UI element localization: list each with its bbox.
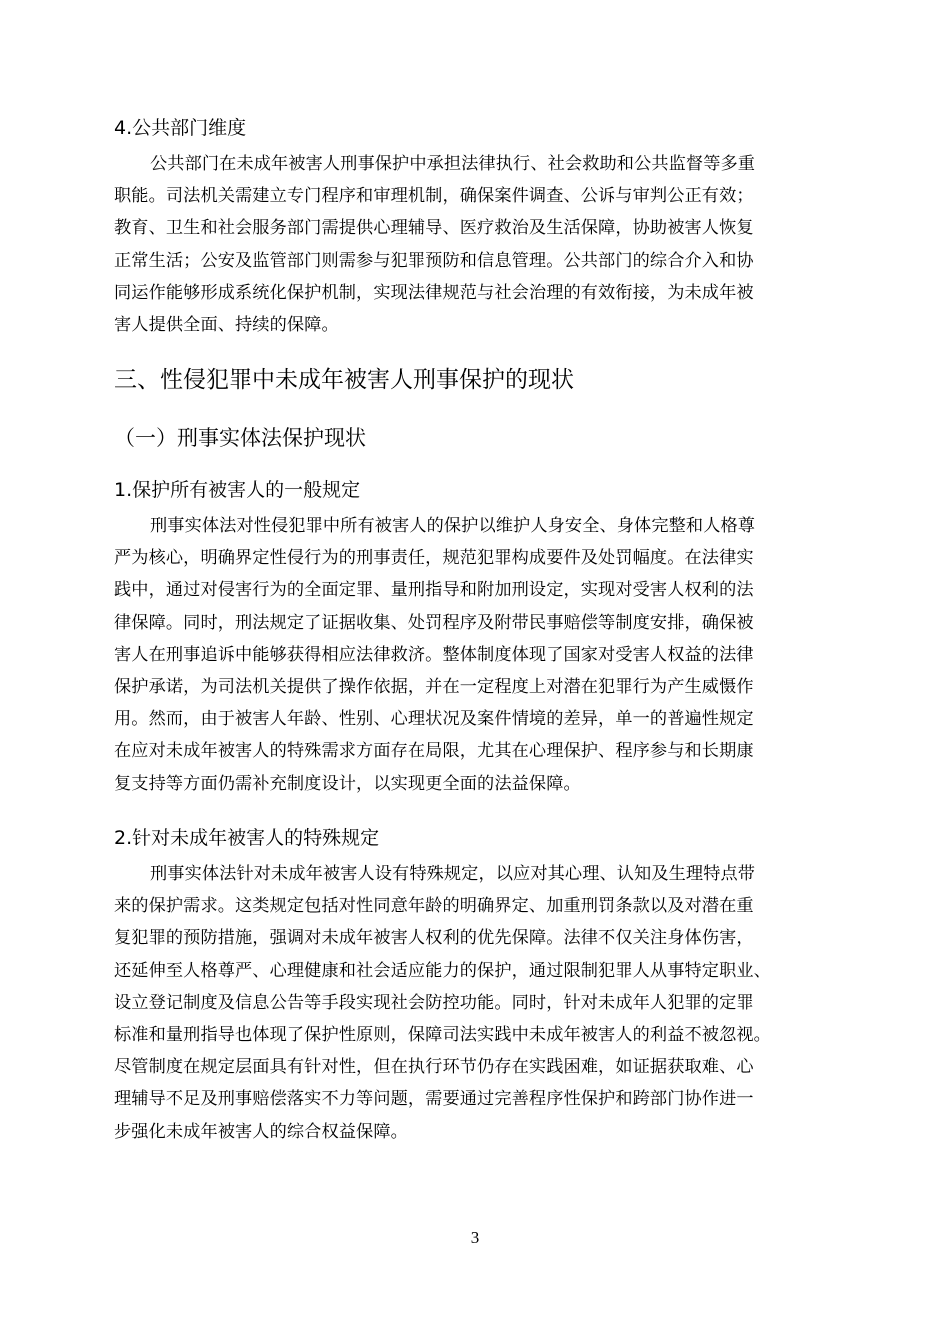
heading-special-provisions: 2.针对未成年被害人的特殊规定 [114, 827, 380, 849]
paragraph-line: 同运作能够形成系统化保护机制，实现法律规范与社会治理的有效衔接，为未成年被 [114, 282, 754, 303]
paragraph-public-sector [114, 148, 836, 341]
paragraph-line: 律保障。同时，刑法规定了证据收集、处罚程序及附带民事赔偿等制度安排，确保被 [114, 612, 754, 633]
paragraph-general-provisions [114, 510, 836, 800]
paragraph-line: 复犯罪的预防措施，强调对未成年被害人权利的优先保障。法律不仅关注身体伤害， [114, 928, 754, 949]
paragraph-line: 还延伸至人格尊严、心理健康和社会适应能力的保护，通过限制犯罪人从事特定职业、 [114, 960, 771, 981]
paragraph-line: 用。然而，由于被害人年龄、性别、心理状况及案件情境的差异，单一的普遍性规定 [114, 709, 754, 730]
paragraph-line: 步强化未成年被害人的综合权益保障。 [114, 1121, 408, 1142]
paragraph-line: 尽管制度在规定层面具有针对性，但在执行环节仍存在实践困难，如证据获取难、心 [114, 1057, 754, 1078]
heading-public-sector: 4.公共部门维度 [114, 117, 247, 139]
paragraph-line: 害人提供全面、持续的保障。 [114, 314, 339, 335]
paragraph-line: 公共部门在未成年被害人刑事保护中承担法律执行、社会救助和公共监督等多重 [150, 154, 756, 174]
paragraph-line: 教育、卫生和社会服务部门需提供心理辅导、医疗救治及生活保障，协助被害人恢复 [114, 218, 754, 239]
paragraph-line: 标准和量刑指导也体现了保护性原则，保障司法实践中未成年被害人的利益不被忽视。 [114, 1024, 771, 1045]
paragraph-line: 刑事实体法对性侵犯罪中所有被害人的保护以维护人身安全、身体完整和人格尊 [150, 516, 756, 536]
paragraph-line: 职能。司法机关需建立专门程序和审理机制，确保案件调查、公诉与审判公正有效； [114, 186, 754, 207]
heading-section-three: 三、性侵犯罪中未成年被害人刑事保护的现状 [114, 367, 574, 393]
paragraph-line: 践中，通过对侵害行为的全面定罪、量刑指导和附加刑设定，实现对受害人权利的法 [114, 580, 754, 601]
paragraph-line: 害人在刑事追诉中能够获得相应法律救济。整体制度体现了国家对受害人权益的法律 [114, 644, 754, 665]
page-number: 3 [470, 1228, 480, 1247]
paragraph-line: 来的保护需求。这类规定包括对性同意年龄的明确界定、加重刑罚条款以及对潜在重 [114, 896, 754, 917]
paragraph-line: 理辅导不足及刑事赔偿落实不力等问题，需要通过完善程序性保护和跨部门协作进一 [114, 1089, 754, 1110]
paragraph-line: 正常生活；公安及监管部门则需参与犯罪预防和信息管理。公共部门的综合介入和协 [114, 250, 754, 271]
paragraph-line: 在应对未成年被害人的特殊需求方面存在局限，尤其在心理保护、程序参与和长期康 [114, 741, 754, 762]
paragraph-line: 刑事实体法针对未成年被害人设有特殊规定，以应对其心理、认知及生理特点带 [150, 864, 756, 884]
paragraph-line: 设立登记制度及信息公告等手段实现社会防控功能。同时，针对未成年人犯罪的定罪 [114, 992, 754, 1013]
paragraph-special-provisions [114, 858, 836, 1148]
paragraph-line: 复支持等方面仍需补充制度设计，以实现更全面的法益保障。 [114, 773, 581, 794]
heading-substantive-law: （一）刑事实体法保护现状 [114, 426, 366, 450]
paragraph-line: 严为核心，明确界定性侵行为的刑事责任，规范犯罪构成要件及处罚幅度。在法律实 [114, 548, 754, 569]
paragraph-line: 保护承诺，为司法机关提供了操作依据，并在一定程度上对潜在犯罪行为产生威慑作 [114, 676, 754, 697]
heading-general-provisions: 1.保护所有被害人的一般规定 [114, 479, 361, 501]
